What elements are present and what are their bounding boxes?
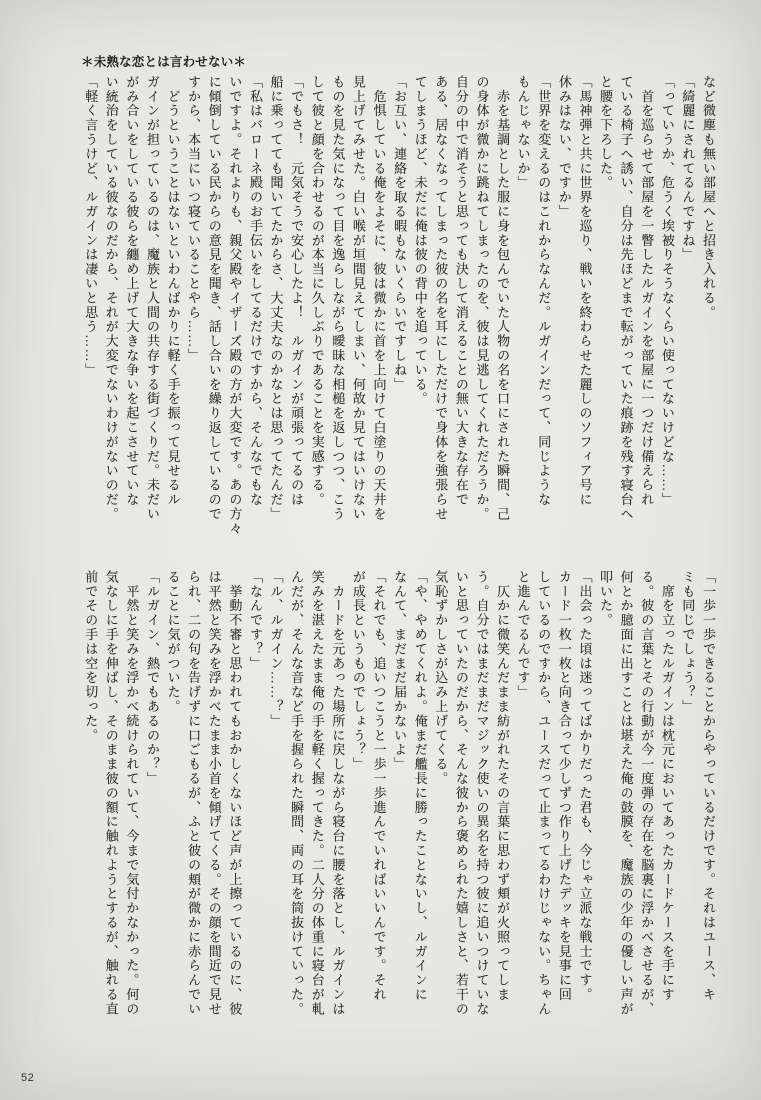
text-line: 「でもさ！ 元気そうで安心したよ！ ルガインが頑張ってるのは (289, 75, 305, 507)
text-line: ある、居なくなってしまった彼の名を耳にしただけで身体を強張らせ (433, 75, 449, 522)
text-line: ることに気がついた。 (165, 570, 181, 714)
text-line: 「それでも、追いつこうと一歩一歩進んでいればいいんです。それ (371, 570, 387, 1002)
page-number: 52 (21, 1072, 35, 1084)
text-line: 見上げてみせた。白い喉が垣間見えてしまい、何故か見てはいけない (350, 75, 366, 522)
text-line: と進んでるんです」 (515, 570, 531, 700)
text-line: 挙動不審と思われてもおかしくないほど声が上擦っているのに、彼 (227, 570, 243, 1017)
text-line: 「お互い、連絡を取る暇もないくらいですしね」 (392, 75, 408, 392)
text-line: すから、本当にいつ寝ていることやら……」 (186, 75, 202, 363)
text-line: しているのですから、ユースだって止まってるわけじゃない。ちゃん (536, 570, 552, 1017)
section-title: ＊未熟な恋とは言わせない＊ (81, 55, 247, 69)
text-line: 気恥ずかしさが込み上げてくる。 (433, 570, 449, 786)
text-block-bottom (78, 570, 718, 1036)
text-line: 「世界を変えるのはこれからなんだ。ルガインだって、同じような (536, 75, 552, 507)
text-line: が成長というものでしょう？」 (350, 570, 366, 772)
text-line: なんて、まだまだ届かないよ」 (392, 570, 408, 772)
text-line: る。彼の言葉とその行動が今一度弾の存在を脳裏に浮かべさせるが、 (639, 570, 655, 1017)
text-line: 「ルガイン、熱でもあるのか？」 (144, 570, 160, 786)
text-line: 「っていうか、危うく埃被りそうなくらい使ってないけどな……」 (659, 75, 675, 507)
text-line: 「私はバローネ殿のお手伝いをしてるだけですから、そんなでもな (247, 75, 263, 507)
text-line: いと思っていたのだから、そんな彼から褒められた嬉しさと、若干の (453, 570, 469, 1017)
text-line: ミも同じでしょう？」 (680, 570, 696, 714)
text-line: 「軽く言うけど、ルガインは凄いと思う……」 (83, 75, 99, 378)
text-line: 仄かに微笑んだまま紡がれたその言葉に思わず頬が火照ってしま (495, 570, 511, 1002)
text-line: 赤を基調とした服に身を包んでいた人物の名を口にされた瞬間、己 (495, 75, 511, 522)
text-line: いですよ。それよりも、親父殿やイザーズ殿の方が大変です。あの方々 (227, 75, 243, 536)
text-line: い統治をしている彼なのだから、それが大変でないわけがないのだ。 (103, 75, 119, 522)
text-line: 気なしに手を伸ばし、そのまま彼の額に触れようとするが、触れる直 (103, 570, 119, 1017)
text-line: と腰を下ろした。 (598, 75, 614, 191)
text-line: 「馬神弾と共に世界を巡り、戦いを終わらせた麗しのソフィア号に (577, 75, 593, 507)
text-line: 「や、やめてくれよ。俺まだ艦長に勝ったことないし、ルガインに (412, 570, 428, 1002)
text-line: カード一枚一枚と向き合って少しずつ作り上げたデッキを見事に回 (556, 570, 572, 1002)
text-line: して彼と顔を合わせるのが本当に久しぶりであることを実感する。 (309, 75, 325, 507)
text-line: う。自分ではまだまだマジック使いの異名を持つ彼に追いつけていな (474, 570, 490, 1017)
text-line: どうということはないといわんばかりに軽く手を振って見せるル (165, 75, 181, 507)
text-line: てしまうほど、未だに俺は彼の背中を追っている。 (412, 75, 428, 407)
text-line: 叩いた。 (598, 570, 614, 628)
text-line: ものを見た気になって目を逸らしながら曖昧な相槌を返しつつ、こう (330, 75, 346, 522)
text-line: の身体が微かに跳ねてしまったのを、彼は見逃してくれただろうか。 (474, 75, 490, 522)
text-line: られ、二の句を告げずに口ごもるが、ふと彼の頬が微かに赤らんでい (186, 570, 202, 1017)
text-line: ている椅子へ誘い、自分は先ほどまで転がっていた痕跡を残す寝台へ (618, 75, 634, 522)
text-line: カードを元あった場所に戻しながら寝台に腰を落とし、ルガインは (330, 570, 346, 1017)
text-line: 笑みを湛えたまま俺の手を軽く握ってきた。二人分の体重に寝台が軋 (309, 570, 325, 1017)
text-line: 平然と笑みを浮かべ続けられていて、今まで気付かなかった。何の (124, 570, 140, 1017)
text-line: もんじゃないか」 (515, 75, 531, 191)
text-line: 席を立ったルガインは枕元においてあったカードケースを手にす (659, 570, 675, 1002)
text-line: 何とか臆面に出すことは堪えた俺の鼓膜を、魔族の少年の優しい声が (618, 570, 634, 1017)
text-line: 「ル、ルガイン……？」 (268, 570, 284, 729)
text-line: 休みはない、ですか」 (556, 75, 572, 219)
text-line: 自分の中で消そうと思っても決して消えることの無い大きな存在で (453, 75, 469, 507)
text-line: 前でその手は空を切った。 (83, 570, 99, 743)
text-line: ガインが担っているのは、魔族と人間の共存する街づくりだ。未だい (144, 75, 160, 522)
text-line: がみ合いをしている彼らを纏め上げて大きな争いを起こさせていな (124, 75, 140, 507)
text-line: 船に乗ってても聞いてたからさ、大丈夫なのかなとは思ってたんだ」 (268, 75, 284, 522)
text-line: など微塵も無い部屋へと招き入れる。 (701, 75, 716, 320)
text-line: 「綺麗にされてるんですね」 (680, 75, 696, 263)
text-line: 首を巡らせて部屋を一瞥したルガインを部屋に一つだけ備えられ (639, 75, 655, 507)
text-line: んだが、そんな音など手を握られた瞬間、両の耳を筒抜けていった。 (289, 570, 305, 1017)
text-line: に傾倒している民からの意見を聞き、話し合いを繰り返しているので (206, 75, 222, 522)
text-line: 「なんです？」 (247, 570, 263, 671)
text-line: 危惧している俺をよそに、彼は微かに首を上向けて白塗りの天井を (371, 75, 387, 522)
text-block-top (78, 75, 718, 538)
text-line: は平然と笑みを浮かべたまま小首を傾げてくる。その顔を間近で見せ (206, 570, 222, 1017)
text-line: 「一歩一歩できることからやっているだけです。それはユース、キ (701, 570, 716, 1002)
text-line: 「出会った頃は迷ってばかりだった君も、今じゃ立派な戦士です。 (577, 570, 593, 1002)
